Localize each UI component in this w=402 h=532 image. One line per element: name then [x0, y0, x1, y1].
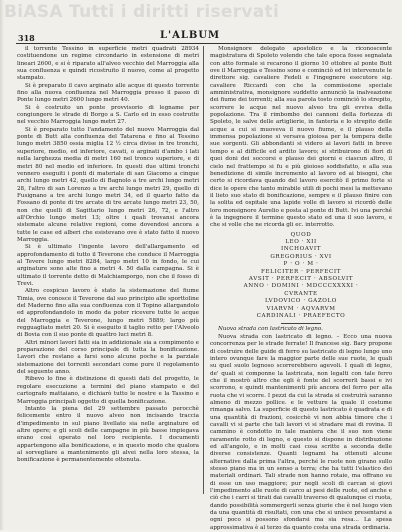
left-paragraph: Intanto la piena del 29 settembre passato perocchè felicemente entro il nuovo alveo non incisando traccia d'impedimento in sul piano livellato sia nelle arginature ed altre opere; e gli scoli delle campagne in più basse impiegava erano così operato nel loro recipiente. I documenti appartengono alla bonificazione, e in questo modo che qualora al sorvegliare a mantenimento gli alvei nella loro stessa, la bonificazione è permanentemente ottenuta. [17, 405, 199, 464]
inscription-line: INCHOAVIT [281, 246, 321, 253]
left-paragraph: Si è preparato il cavo arginato alle acque di questo torrente fino alla nuova confluenza nel Marroggia presso il passo di Ponte lungo metri 2600 lungo metri 40. [17, 82, 199, 104]
inscription-line: CVRANTE [284, 290, 318, 297]
inscription-line: LEO · XII [285, 239, 317, 245]
left-paragraph: Si è costruito un ponte provvisorio di legname per congiungere le strade di Borgo a S. Carlo ed in esso costrutte nel vecchio Marroggia lungo metri 27. [17, 104, 199, 126]
section-separator [281, 323, 321, 324]
inscription-line: ANNO · DOMINI · MDCCCXXXXI · [243, 283, 359, 290]
article-title: Nuova strada con lastricato di legno. [218, 326, 323, 333]
left-paragraph: il torrente Tessino in superficie metri quadrati 28934 costituendone un regime circondario in estensione di metri lineari 2600, e si è riparato all'alveo vecchio del Marroggia alla sua confluenza e quindi ricostruito il nuovo, come al progetto stampato. [17, 46, 199, 82]
column-rule [203, 46, 204, 494]
inscription-line: FELICITER · PERFECIT [261, 268, 341, 275]
inscription-line: QUOD [290, 231, 312, 238]
article-body [210, 326, 392, 333]
left-paragraph: Si è ultimato l'ingente lavoro dell'allargamento ed approfondamento di tutto il Teverone che conduce il Marroggia al Tevere lungo metri 8284, largo metri 10 in fondo, le cui arginature sono alte fino a metri 4. 50 dalla campagna. Si è ultimato il torrente detto di Malchiamporgo, non che il fosso di Trevi. [17, 244, 199, 287]
left-paragraph: Ribevo lo fine è distinzione di questi dati del progetto, le regolare esecuzione a termini del piano stampato e del cartografo mattaiano, e dichiarò tutto le nostre e la Tassino e Marroggia principali oggetto di quella bonificazione. [17, 376, 199, 405]
inscription-block [210, 232, 392, 321]
inscription-line: GREGORIUS · XVI [270, 253, 332, 260]
left-column [17, 46, 199, 526]
inscription-line: P · O · M · [283, 261, 319, 268]
page-number: 318 [18, 33, 35, 43]
inscription-line: LVDOVICO · GAZOLO [265, 298, 337, 305]
inscription-line: AVSIT · PERFECIT · ABSOLVIT [248, 276, 354, 283]
left-paragraph: Altri minori lavori fatti sia in addizionale sia a compimento e preparazione del corso principale di tutta la bonificazione. Lavori che restano a farsi sono alcune poche e la parziale sistemazione dei torrenti secondari come pure il regolamento del seguente anno. [17, 339, 199, 376]
left-paragraph: Altro cospicuo lavoro è stato la sistemazione del fiume Timia, ove conosce il Teverone dal suo principio alle sporttoline del Maderno fino alla sua confluenza con il Topino allargandolo ed approfondandolo in modo da poter ricevere tutte le acque del Marroggia e Teverone, lungo metri 5889; largo più regguagliato metri 20. Si è eseguito il taglio retto per l'Alveolo di Bovia con il suo ponte di quattro luci metri 8. [17, 288, 199, 339]
header-rule [16, 43, 388, 44]
inscription-line: VIARVM · AQVARVM [266, 305, 336, 312]
inscription-line: CARDINALI · PRAEFECTO [256, 313, 346, 320]
right-paragraph: Monsignore delegato apostolico e la riconoscente magistratura di Spoleto volendo che tale epoca fosse segnalata con atto formale si recarono il giorno 10 ottobre al ponte Butt ove il Marroggia e Tessino sono e cominciò ed ivi intervenute le direttore sig. cavaliere Fedeli e l'ingegnere esecutore sig. cavaliere Riccardi con che la commissione speciale amministrativa, monsignore suddetto annunciò la inalveazione dei fiume dei torrenti; alla sua parola tosto cominciò lo strepito, scorrere le acque nel nuovo alveo tra gli evviva della popolazione. Tra il rimbombo dei cannoni della fortezza di Spoleto, le salve delle artiglierie, in fanteria e lo strepito delle acque a cui si muoveva il nuovo fiume, e il plauso della immensa popolazione si versava gioiosa per la tempera delle sue sorgenti. Gli abbondanti si videro ai lavori fatti in breve tempo e al difficile ed ardito lavoro; si stribuirono di fiori di quei doni dei soccorsi e plauso dei giorni e ciascun altro, il cielo nel frattempo si fu e più gioioso soddisfatto, e alla sua benedizione di simile incremento al lavoro ed ai bisogni, che certo si ricordava quando del lavoro esercitò il primo forte si dice le opere che tanto mirabile utili di pochi mesi la mettevano il lieto suo stato di bonificazione, sempre e il plauso finire con la solita ed ospitale una lapide volle di lavoro si ricordò delle loro monsignore Aurelio e posta al ponte di Butt. Ivi una perché è la ingegnere il termine questo stato ed una il suo lavoro, e che si volle che ne ricorda gli ec. interrotto. [210, 46, 392, 229]
scan-edge-shadow [0, 0, 4, 530]
right-column [210, 46, 392, 531]
running-head: L'ALBUM [160, 30, 221, 41]
left-paragraph: Si è preparato tutto l'andamento del nuovo Marroggia dal ponte di Butt alla confluenza del Tatarena e fino al Tessino lungo metri 3850 ossia miglia 12 ½ circa divise in tre tronchi, superiore, medio, ed inferiore, cavati, o arginati d'ambo i lati nella larghezza media di metri 160 nel tronco superiore, e di metri 80 nel medio ed inferiore. In questi due ultimi tronchi vennero eseguiti i ponti di materiale di san Giacomo a cinque archi lungo metri 42, quello di Bagnolo a tre archi lungo metri 28, l'altro di san Lorenzo a tre archi lungo metri 29, quello di Fusignano a tre archi lungo metri 34, ed il quarto fatto da Fossano di ponte di tre arcate di tre arcate lungo metri 23, 50, non che quelli di Sagittario lungo metri 26, 72, e l'altro all'Orchio lungo metri 13; oltre i quali trovansi ancora sistemate alcune relative regioni, come dovendosi ancora a tutte le case ed alberi che esistevano ove è stato fatto il nuovo Marroggia. [17, 126, 199, 243]
watermark: BiASA Tutti i diritti riservati [4, 2, 280, 22]
right-paragraph: Nuova strada con lastricato di legno. – Ecco una nuova concorrenza per le strade ferrate! Il francese sig. Bary propone di costruire delle guide di ferro su lastricato di legno lungo uno intero ovunque fare la maggior parte delle sue ruote, le quali su quel suolo legnoso scorrerebbero agevoli. I quali di legno, de' quali si componne la lastricata, non legalti con tale ferro che il mostrò altro che egli è fonte del scorrerli bassi e ivi scorrono, e quindi mantenimenti più ancora del ferro per alla ruota che vi scorre. I pezzi da cui la strada si costruirà saranno almeno di mezzo pollice. e le vetture la quale il costume rimanga salvo. La superficie di questo lastricato è quadrata e di una quantità di frazioni, cosicchè vi non abbia timore che i cavalli vi si parte che tali lavori vi si stradare mai di rovina. Il cammino è condotto in tale maniera che il suo non viene raramente rotto di legno, e questo si dispone in distribuzione ed all'angolo, e in molti casi cosa scritte a seconda delle diverse consistenze. Quanti legnami ha ottenuti alcune alternative dalla prima l'altra, perché le ruote non girano sullo stesso piano ma in un senso a terra; che ha tutti l'elastico dei materiali ordinari. Tali strade non hanno rotaie, ma offrano su di esse un uso maggiore; pur negli scoli di carcan si giovi l'impedimento alle ruote di carco ai pesi delle ruote, ed anche e ciò che i carri si tirati dai cavalli traverso di qualunque ci ruota, dando possibilità sommergerli senza giurie che è nel luogo vien da una quantità di risultati, con una che si unisce presentarsi a ogni poco si possono sfondarsi ma sia resa... La spesa approssimativa è al terzo da quanto costa una strada ordinaria. [210, 333, 392, 531]
